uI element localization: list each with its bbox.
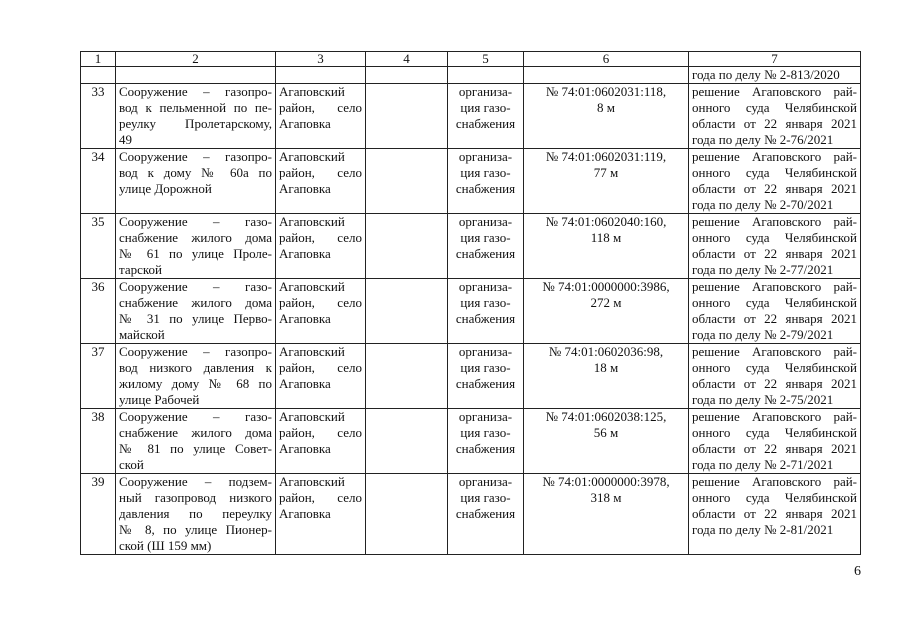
legal-basis — [689, 409, 861, 474]
object-location — [276, 344, 366, 409]
object-location — [276, 474, 366, 555]
cell-line: онного суда Челябинской — [692, 100, 857, 115]
cell-line: район, село — [279, 490, 362, 505]
header-cell: 6 — [524, 52, 689, 67]
cell-line: 118 м — [590, 230, 622, 245]
cell-line: № 81 по улице Совет- — [119, 441, 272, 456]
cell-line: район, село — [279, 230, 362, 245]
cell-line: снабжение жилого дома — [119, 425, 272, 440]
carryover-row — [81, 67, 861, 84]
cell-line: онного суда Челябинской — [692, 425, 857, 440]
cell-line: Агаповка — [279, 441, 331, 456]
carryover-cell — [116, 67, 276, 84]
cell-line: № 8, по улице Пионер- — [119, 522, 272, 537]
carryover-cell — [366, 67, 448, 84]
cell-line: ция газо- — [460, 230, 511, 245]
registry-table — [80, 51, 861, 555]
cell-line: ция газо- — [460, 295, 511, 310]
object-name — [116, 474, 276, 555]
cell-line: онного суда Челябинской — [692, 295, 857, 310]
cell-line: ция газо- — [460, 490, 511, 505]
cell-line: майской — [119, 327, 165, 342]
object-location — [276, 214, 366, 279]
cell-line: 77 м — [593, 165, 619, 180]
row-number: 35 — [81, 214, 116, 279]
cell-line: решение Агаповского рай- — [692, 409, 857, 424]
cell-line: улице Рабочей — [119, 392, 200, 407]
cell-line: вод низкого давления к — [119, 360, 272, 375]
header-cell: 7 — [689, 52, 861, 67]
cell-line: Агаповка — [279, 376, 331, 391]
cell-line: снабжения — [455, 181, 516, 196]
empty-cell — [366, 149, 448, 214]
cell-line: вод к пельменной по пе- — [119, 100, 272, 115]
carryover-cell — [81, 67, 116, 84]
object-name — [116, 409, 276, 474]
carryover-cell — [448, 67, 524, 84]
cell-line: организа- — [458, 279, 513, 294]
cell-line: онного суда Челябинской — [692, 165, 857, 180]
cell-line: года по делу № 2-81/2021 — [692, 522, 834, 537]
row-number: 38 — [81, 409, 116, 474]
cell-line: Агаповский — [279, 84, 345, 99]
cadastral-number — [524, 344, 689, 409]
empty-cell — [366, 279, 448, 344]
header-cell: 2 — [116, 52, 276, 67]
table-row — [81, 214, 861, 279]
holder-org — [448, 474, 524, 555]
cell-line: Агаповка — [279, 181, 331, 196]
cadastral-number — [524, 84, 689, 149]
carryover-cell — [276, 67, 366, 84]
cell-line: ция газо- — [460, 425, 511, 440]
cell-line: Сооружение – газо- — [119, 279, 272, 294]
legal-basis — [689, 84, 861, 149]
cell-line: № 74:01:0602038:125, — [545, 409, 667, 424]
empty-cell — [366, 214, 448, 279]
row-number: 33 — [81, 84, 116, 149]
cell-line: снабжение жилого дома — [119, 295, 272, 310]
empty-cell — [366, 344, 448, 409]
object-name — [116, 279, 276, 344]
empty-cell — [366, 409, 448, 474]
cell-line: Агаповский — [279, 279, 345, 294]
table-row — [81, 344, 861, 409]
cadastral-number — [524, 279, 689, 344]
cell-line: года по делу № 2-79/2021 — [692, 327, 834, 342]
cell-line: район, село — [279, 425, 362, 440]
cell-line: № 74:01:0000000:3986, — [542, 279, 670, 294]
cell-line: Сооружение – газо- — [119, 214, 272, 229]
carryover-cell — [524, 67, 689, 84]
legal-basis — [689, 214, 861, 279]
cell-line: 8 м — [597, 100, 615, 115]
holder-org — [448, 84, 524, 149]
carryover-basis: года по делу № 2-813/2020 — [689, 67, 861, 84]
cell-line: Агаповский — [279, 409, 345, 424]
legal-basis — [689, 279, 861, 344]
cell-line: № 74:01:0000000:3978, — [542, 474, 670, 489]
cell-line: решение Агаповского рай- — [692, 214, 857, 229]
cell-line: Сооружение – газопро- — [119, 344, 272, 359]
cell-line: 18 м — [593, 360, 619, 375]
cell-line: Агаповка — [279, 116, 331, 131]
cell-line: онного суда Челябинской — [692, 230, 857, 245]
cell-line: ный газопровод низкого — [119, 490, 272, 505]
cell-line: области от 22 января 2021 — [692, 376, 857, 391]
holder-org — [448, 344, 524, 409]
cell-line: решение Агаповского рай- — [692, 279, 857, 294]
cell-line: организа- — [458, 214, 513, 229]
cadastral-number — [524, 474, 689, 555]
row-number: 34 — [81, 149, 116, 214]
cell-line: Сооружение – газопро- — [119, 84, 272, 99]
cell-line: области от 22 января 2021 — [692, 311, 857, 326]
cell-line: 318 м — [590, 490, 622, 505]
cell-line: снабжения — [455, 116, 516, 131]
cell-line: ской (Ш 159 мм) — [119, 538, 212, 553]
object-location — [276, 409, 366, 474]
holder-org — [448, 214, 524, 279]
cell-line: области от 22 января 2021 — [692, 116, 857, 131]
cell-line: организа- — [458, 84, 513, 99]
cell-line: № 61 по улице Проле- — [119, 246, 272, 261]
cell-line: ция газо- — [460, 100, 511, 115]
cell-line: вод к дому № 60а по — [119, 165, 272, 180]
cell-line: решение Агаповского рай- — [692, 149, 857, 164]
header-cell: 5 — [448, 52, 524, 67]
holder-org — [448, 279, 524, 344]
cell-line: район, село — [279, 360, 362, 375]
table-row — [81, 409, 861, 474]
cell-line: Сооружение – подзем- — [119, 474, 272, 489]
empty-cell — [366, 84, 448, 149]
object-name — [116, 149, 276, 214]
cell-line: район, село — [279, 295, 362, 310]
cadastral-number — [524, 149, 689, 214]
row-number: 39 — [81, 474, 116, 555]
cell-line: тарской — [119, 262, 162, 277]
cell-line: № 74:01:0602036:98, — [548, 344, 664, 359]
cell-line: снабжения — [455, 311, 516, 326]
cell-line: года по делу № 2-70/2021 — [692, 197, 834, 212]
legal-basis — [689, 149, 861, 214]
cell-line: № 31 по улице Перво- — [119, 311, 272, 326]
cell-line: давления по переулку — [119, 506, 272, 521]
cell-line: Агаповский — [279, 149, 345, 164]
table-row — [81, 474, 861, 555]
cell-line: года по делу № 2-75/2021 — [692, 392, 834, 407]
cell-line: Агаповка — [279, 246, 331, 261]
cadastral-number — [524, 409, 689, 474]
row-number: 36 — [81, 279, 116, 344]
cell-line: решение Агаповского рай- — [692, 474, 857, 489]
header-cell: 1 — [81, 52, 116, 67]
legal-basis — [689, 474, 861, 555]
cell-line: № 74:01:0602031:119, — [545, 149, 667, 164]
cell-line: № 74:01:0602040:160, — [545, 214, 667, 229]
cell-line: решение Агаповского рай- — [692, 344, 857, 359]
cell-line: Сооружение – газо- — [119, 409, 272, 424]
cell-line: снабжения — [455, 506, 516, 521]
cell-line: район, село — [279, 100, 362, 115]
object-location — [276, 84, 366, 149]
object-location — [276, 279, 366, 344]
cell-line: снабжения — [455, 246, 516, 261]
cell-line: ция газо- — [460, 360, 511, 375]
empty-cell — [366, 474, 448, 555]
cell-line: район, село — [279, 165, 362, 180]
cell-line: года по делу № 2-77/2021 — [692, 262, 834, 277]
cell-line: снабжение жилого дома — [119, 230, 272, 245]
table-row — [81, 149, 861, 214]
page-number: 6 — [854, 564, 861, 579]
cell-line: жилому дому № 68 по — [119, 376, 272, 391]
cell-line: области от 22 января 2021 — [692, 246, 857, 261]
cell-line: Сооружение – газопро- — [119, 149, 272, 164]
cadastral-number — [524, 214, 689, 279]
object-location — [276, 149, 366, 214]
cell-line: Агаповка — [279, 506, 331, 521]
legal-basis — [689, 344, 861, 409]
table-row — [81, 84, 861, 149]
cell-line: снабжения — [455, 441, 516, 456]
cell-line: Агаповский — [279, 474, 345, 489]
cell-line: области от 22 января 2021 — [692, 441, 857, 456]
cell-line: снабжения — [455, 376, 516, 391]
cell-line: онного суда Челябинской — [692, 360, 857, 375]
cell-line: Агаповский — [279, 214, 345, 229]
cell-line: онного суда Челябинской — [692, 490, 857, 505]
cell-line: № 74:01:0602031:118, — [545, 84, 667, 99]
cell-line: Агаповка — [279, 311, 331, 326]
header-row — [81, 52, 861, 67]
cell-line: 49 — [119, 132, 132, 147]
cell-line: решение Агаповского рай- — [692, 84, 857, 99]
header-cell: 4 — [366, 52, 448, 67]
cell-line: организа- — [458, 344, 513, 359]
cell-line: организа- — [458, 409, 513, 424]
cell-line: года по делу № 2-76/2021 — [692, 132, 834, 147]
holder-org — [448, 149, 524, 214]
holder-org — [448, 409, 524, 474]
cell-line: 272 м — [590, 295, 622, 310]
table-row — [81, 279, 861, 344]
object-name — [116, 214, 276, 279]
cell-line: организа- — [458, 149, 513, 164]
cell-line: реулку Пролетарскому, — [119, 116, 272, 131]
cell-line: 56 м — [593, 425, 619, 440]
cell-line: организа- — [458, 474, 513, 489]
cell-line: года по делу № 2-71/2021 — [692, 457, 834, 472]
cell-line: улице Дорожной — [119, 181, 212, 196]
object-name — [116, 344, 276, 409]
header-cell: 3 — [276, 52, 366, 67]
cell-line: ция газо- — [460, 165, 511, 180]
cell-line: Агаповский — [279, 344, 345, 359]
object-name — [116, 84, 276, 149]
cell-line: области от 22 января 2021 — [692, 506, 857, 521]
row-number: 37 — [81, 344, 116, 409]
cell-line: области от 22 января 2021 — [692, 181, 857, 196]
cell-line: ской — [119, 457, 144, 472]
